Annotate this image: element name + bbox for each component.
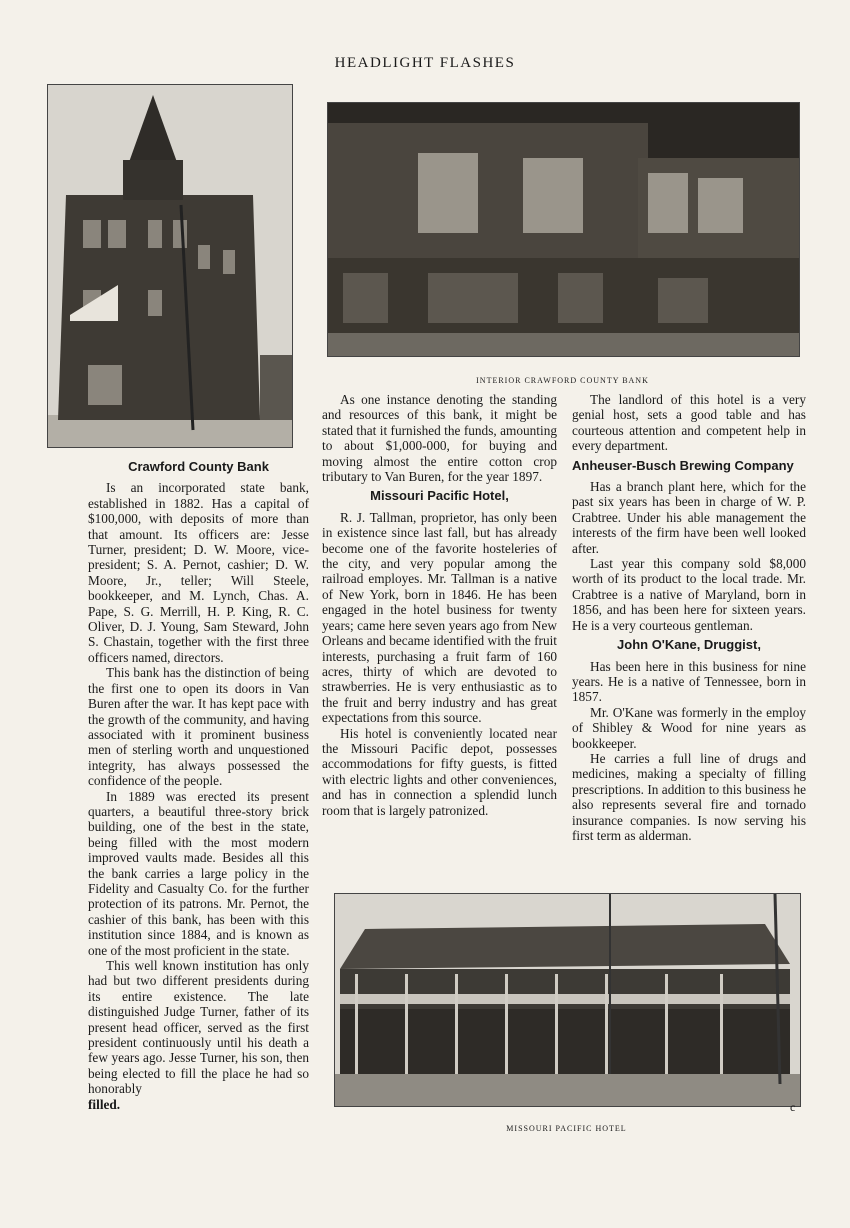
paragraph: Has been here in this business for nine years. He is a native of Tennessee, born in 1857. bbox=[572, 658, 806, 705]
paragraph: This well known institution has only had but two different presidents during its entire existence. The late distinguished Judge Turner, father of its present head officer, served as the first president continuously until his death a few years ago. Jesse Turner, his son, then being elected to fill the place he had so honorably bbox=[88, 958, 309, 1097]
paragraph: The landlord of this hotel is a very genial host, sets a good table and has courteous attention and competent help in every department. bbox=[572, 392, 806, 454]
page-header: HEADLIGHT FLASHES bbox=[334, 55, 516, 71]
paragraph: In 1889 was erected its present quarters, a beautiful three-story brick building, one of the best in the state, being filled with the most modern improved vaults made. Besides all this the bank carries a large policy in the Fidelity and Casualty Co. for the further protection of its patrons. Mr. Pernot, the cashier of this bank, has been with this institution since 1884, and is known as one of the most proficient in the state. bbox=[88, 788, 309, 958]
heading-crawford-county-bank: Crawford County Bank bbox=[128, 459, 269, 474]
column-1 bbox=[88, 455, 309, 1112]
paragraph: Is an incorporated state bank, established in 1882. Has a capital of $100,000, with deposits of more than that amount. Its officers are: Jesse Turner, president; D. W. Moore, vice-president; S. A. Pernot, cashier; D. W. Moore, Jr., teller; Will Steele, bookkeeper, and M. Lynch, Chas. A. Pape, S. G. Merrill, H. P. King, R. C. Oliver, D. J. Young, Sam Steward, John S. Chastain, together with the first three officers named, directors. bbox=[88, 480, 309, 665]
page-mark: c bbox=[790, 1100, 796, 1114]
paragraph: He carries a full line of drugs and medicines, making a specialty of filling prescriptions. In addition to this business he also represents several fire and tornado insurance companies. Is now serving his first term as alderman. bbox=[572, 750, 806, 843]
paragraph: This bank has the distinction of being the first one to open its doors in Van Buren after the war. It has kept pace with the growth of the community, and having associated with it prominent business men of sterling worth and unquestioned integrity, has always possessed the confidence of the people. bbox=[88, 665, 309, 789]
paragraph: R. J. Tallman, proprietor, has only been in existence since last fall, but has already become one of the favorite hosteleries of the city, and very popular among the railroad employes. Mr. Tallman is a native of New York, born in 1846. He has been engaged in the hotel business for twenty years; came here seven years ago from New Orleans and became identified with the fruit interests, purchasing a fruit farm of 160 acres, thirty of which are devoted to strawberries. He is very enthusiastic as to the fruit and berry industry and has great expectations from this source. bbox=[322, 509, 557, 726]
paragraph: Has a branch plant here, which for the past six years has been in charge of W. P. Crabtree. Under his able management the interests of the firm have been well looked after. bbox=[572, 479, 806, 556]
bank-interior-photo bbox=[327, 102, 800, 357]
paragraph: Last year this company sold $8,000 worth of its product to the local trade. Mr. Crabtree is a native of Maryland, born in 1856, and has been here for sixteen years. He is a very courteous gentleman. bbox=[572, 556, 806, 633]
hotel-caption: MISSOURI PACIFIC HOTEL bbox=[506, 1124, 627, 1133]
heading-missouri-pacific-hotel: Missouri Pacific Hotel, bbox=[370, 488, 509, 504]
heading-anheuser-busch: Anheuser-Busch Brewing Company bbox=[572, 457, 794, 473]
closing-word: filled. bbox=[88, 1096, 121, 1112]
column-2 bbox=[322, 392, 557, 818]
bank-interior-caption: INTERIOR CRAWFORD COUNTY BANK bbox=[476, 376, 649, 385]
hotel-photo bbox=[334, 893, 801, 1107]
heading-john-okane: John O'Kane, Druggist, bbox=[617, 637, 761, 653]
column-3 bbox=[572, 392, 806, 843]
paragraph: As one instance denoting the standing and resources of this bank, it might be stated that it furnished the funds, amounting to about $1,000-000, for buying and moving almost the entire cotton crop tributary to Van Buren, for the year 1897. bbox=[322, 392, 557, 485]
paragraph: Mr. O'Kane was formerly in the employ of Shibley & Wood for nine years as bookkeeper. bbox=[572, 704, 806, 751]
paragraph: His hotel is conveniently located near the Missouri Pacific depot, possesses accommodations for fifty guests, is fitted with electric lights and other conveniences, and has in connection a splendid lunch room that is largely patronized. bbox=[322, 725, 557, 818]
bank-exterior-photo bbox=[47, 84, 293, 448]
